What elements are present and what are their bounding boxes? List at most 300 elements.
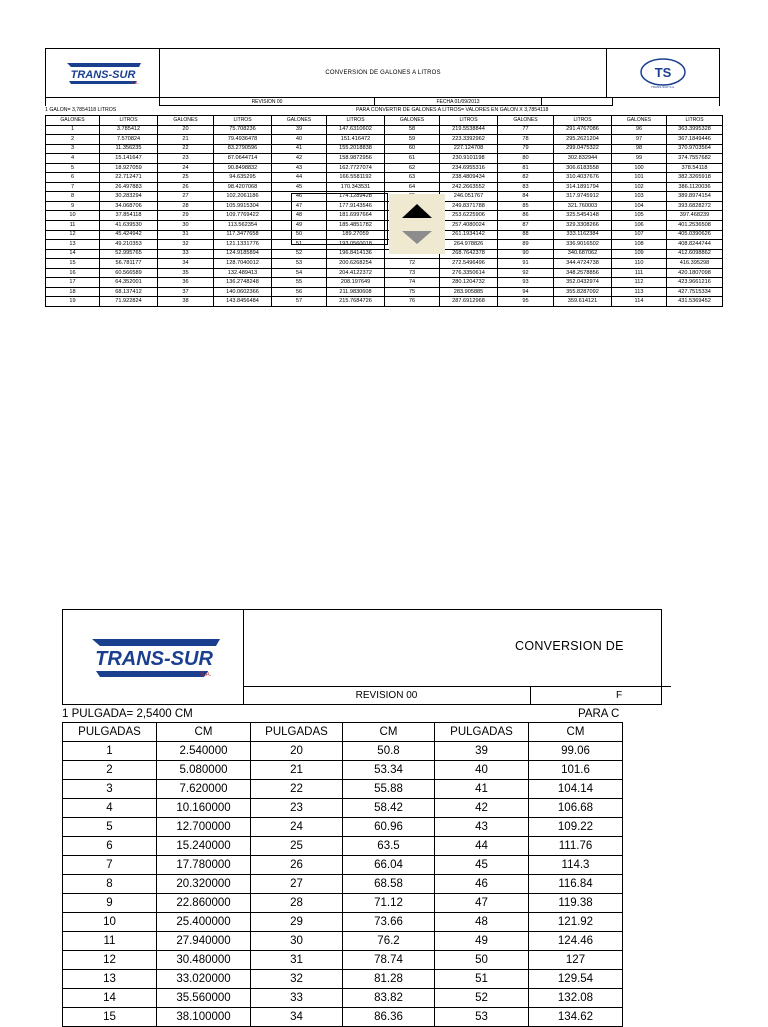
table-cell[interactable]: 83.2790596	[214, 144, 272, 154]
table-cell[interactable]: 60.566589	[100, 268, 158, 278]
table-cell[interactable]: 117.3477658	[214, 230, 272, 240]
table-cell[interactable]: 223.3392962	[440, 135, 498, 145]
table-cell[interactable]: 423.9661216	[667, 278, 723, 288]
table-cell[interactable]: 253.6225906	[440, 211, 498, 221]
table-cell[interactable]: 60.96	[343, 818, 435, 837]
table-cell[interactable]: 92	[498, 268, 554, 278]
table-cell[interactable]: 94.635295	[214, 173, 272, 183]
table-cell[interactable]: 55	[272, 278, 327, 288]
table-cell[interactable]: 333.1162384	[554, 230, 612, 240]
table-cell[interactable]: 136.2748248	[214, 278, 272, 288]
table-cell[interactable]: 25	[251, 837, 343, 856]
table-cell[interactable]: 374.7557682	[667, 154, 723, 164]
table-cell[interactable]: 15.141647	[100, 154, 158, 164]
table-cell[interactable]: 116.84	[529, 875, 623, 894]
table-cell[interactable]: 12	[46, 230, 100, 240]
table-cell[interactable]: 27	[158, 192, 214, 202]
table-cell[interactable]: 58.42	[343, 799, 435, 818]
table-cell[interactable]: 15.240000	[157, 837, 251, 856]
table-cell[interactable]: 25.400000	[157, 913, 251, 932]
table-cell[interactable]: 151.416472	[327, 135, 385, 145]
table-cell[interactable]: 40	[272, 135, 327, 145]
table-cell[interactable]: 109	[612, 249, 667, 259]
table-cell[interactable]: 24	[251, 818, 343, 837]
table-cell[interactable]: 46	[435, 875, 529, 894]
table-cell[interactable]: 52	[272, 249, 327, 259]
table-cell[interactable]: 11.356235	[100, 144, 158, 154]
table-cell[interactable]: 30.480000	[157, 951, 251, 970]
table-cell[interactable]: 83	[498, 182, 554, 192]
table-cell[interactable]: 314.1891794	[554, 182, 612, 192]
table-cell[interactable]: 98	[612, 144, 667, 154]
table-cell[interactable]: 310.4037676	[554, 173, 612, 183]
table-cell[interactable]: 336.9016502	[554, 240, 612, 250]
table-cell[interactable]: 170.343531	[327, 182, 385, 192]
table-cell[interactable]: 33	[251, 989, 343, 1008]
table-cell[interactable]: 378.54118	[667, 163, 723, 173]
table-cell[interactable]: 11	[46, 221, 100, 231]
table-cell[interactable]: 99	[612, 154, 667, 164]
table-cell[interactable]: 102	[612, 182, 667, 192]
table-cell[interactable]: 85	[498, 201, 554, 211]
table-cell[interactable]: 420.1807098	[667, 268, 723, 278]
table-cell[interactable]: 82	[498, 173, 554, 183]
table-cell[interactable]: 1	[46, 125, 100, 135]
table-cell[interactable]: 119.38	[529, 894, 623, 913]
table-cell[interactable]: 104.14	[529, 780, 623, 799]
table-cell[interactable]: 295.2621204	[554, 135, 612, 145]
arrow-up-icon[interactable]	[402, 204, 432, 218]
table-cell[interactable]: 6	[63, 837, 157, 856]
table-cell[interactable]: 51	[272, 240, 327, 250]
table-cell[interactable]: 26.497883	[100, 182, 158, 192]
table-cell[interactable]: 348.2578856	[554, 268, 612, 278]
table-cell[interactable]: 227.124708	[440, 144, 498, 154]
table-cell[interactable]: 71.922824	[100, 297, 158, 307]
table-cell[interactable]: 45	[272, 182, 327, 192]
table-cell[interactable]: 14	[63, 989, 157, 1008]
table-cell[interactable]: 57	[272, 297, 327, 307]
table-cell[interactable]: 45	[435, 856, 529, 875]
table-cell[interactable]: 34	[251, 1008, 343, 1027]
table-cell[interactable]: 29	[251, 913, 343, 932]
table-cell[interactable]: 51	[435, 970, 529, 989]
table-cell[interactable]: 7.570824	[100, 135, 158, 145]
table-cell[interactable]: 56	[272, 287, 327, 297]
table-cell[interactable]: 26	[158, 182, 214, 192]
table-cell[interactable]: 261.1934142	[440, 230, 498, 240]
table-cell[interactable]: 359.614121	[554, 297, 612, 307]
table-cell[interactable]: 9	[63, 894, 157, 913]
table-cell[interactable]: 11	[63, 932, 157, 951]
table-cell[interactable]: 50.8	[343, 742, 435, 761]
table-cell[interactable]: 21	[158, 135, 214, 145]
table-cell[interactable]: 35	[158, 268, 214, 278]
table-cell[interactable]: 20	[251, 742, 343, 761]
table-cell[interactable]: 264.978826	[440, 240, 498, 250]
table-cell[interactable]: 127	[529, 951, 623, 970]
table-cell[interactable]: 33	[158, 249, 214, 259]
table-cell[interactable]: 101.6	[529, 761, 623, 780]
table-cell[interactable]: 2	[46, 135, 100, 145]
table-cell[interactable]: 48	[435, 913, 529, 932]
table-cell[interactable]: 34	[158, 259, 214, 269]
table-cell[interactable]: 3.785412	[100, 125, 158, 135]
table-cell[interactable]: 93	[498, 278, 554, 288]
table-cell[interactable]: 367.1849446	[667, 135, 723, 145]
table-cell[interactable]: 31	[158, 230, 214, 240]
table-cell[interactable]: 5	[63, 818, 157, 837]
table-cell[interactable]: 189.27059	[327, 230, 385, 240]
table-cell[interactable]: 38.100000	[157, 1008, 251, 1027]
table-cell[interactable]: 48	[272, 211, 327, 221]
table-cell[interactable]: 87	[498, 221, 554, 231]
table-cell[interactable]: 2.540000	[157, 742, 251, 761]
table-cell[interactable]: 22	[251, 780, 343, 799]
table-cell[interactable]: 193.0560018	[327, 240, 385, 250]
table-cell[interactable]: 24	[158, 163, 214, 173]
table-cell[interactable]: 132.489413	[214, 268, 272, 278]
table-cell[interactable]: 370.9703564	[667, 144, 723, 154]
table-cell[interactable]: 35.560000	[157, 989, 251, 1008]
table-cell[interactable]: 12.700000	[157, 818, 251, 837]
table-cell[interactable]: 408.8244744	[667, 240, 723, 250]
table-cell[interactable]: 107	[612, 230, 667, 240]
table-cell[interactable]: 68.58	[343, 875, 435, 894]
table-cell[interactable]: 268.7642378	[440, 249, 498, 259]
table-cell[interactable]: 83.82	[343, 989, 435, 1008]
table-cell[interactable]: 121.1331776	[214, 240, 272, 250]
table-cell[interactable]: 101	[612, 173, 667, 183]
table-cell[interactable]: 283.905885	[440, 287, 498, 297]
table-cell[interactable]: 68.137412	[100, 287, 158, 297]
table-cell[interactable]: 63	[385, 173, 440, 183]
table-cell[interactable]: 37.854118	[100, 211, 158, 221]
table-cell[interactable]: 66.04	[343, 856, 435, 875]
table-cell[interactable]: 38	[158, 297, 214, 307]
table-cell[interactable]: 74	[385, 278, 440, 288]
table-cell[interactable]: 31	[251, 951, 343, 970]
table-cell[interactable]: 134.62	[529, 1008, 623, 1027]
table-cell[interactable]: 104	[612, 201, 667, 211]
table-cell[interactable]: 39	[435, 742, 529, 761]
table-cell[interactable]: 49	[272, 221, 327, 231]
table-cell[interactable]: 54	[272, 268, 327, 278]
table-cell[interactable]: 132.08	[529, 989, 623, 1008]
table-cell[interactable]: 246.051767	[440, 192, 498, 202]
table-cell[interactable]: 40	[435, 761, 529, 780]
table-cell[interactable]: 401.2536508	[667, 221, 723, 231]
table-cell[interactable]: 109.22	[529, 818, 623, 837]
table-cell[interactable]: 174.1289428	[327, 192, 385, 202]
table-cell[interactable]: 42	[435, 799, 529, 818]
table-cell[interactable]: 53	[435, 1008, 529, 1027]
table-cell[interactable]: 112	[612, 278, 667, 288]
table-cell[interactable]: 7.620000	[157, 780, 251, 799]
table-cell[interactable]: 355.8287092	[554, 287, 612, 297]
table-cell[interactable]: 352.0432974	[554, 278, 612, 288]
table-cell[interactable]: 64.352001	[100, 278, 158, 288]
table-cell[interactable]: 20.320000	[157, 875, 251, 894]
table-cell[interactable]: 105	[612, 211, 667, 221]
table-cell[interactable]: 42	[272, 154, 327, 164]
table-cell[interactable]: 238.4809434	[440, 173, 498, 183]
table-cell[interactable]: 26	[251, 856, 343, 875]
table-cell[interactable]: 29	[158, 211, 214, 221]
table-cell[interactable]: 106.68	[529, 799, 623, 818]
table-cell[interactable]: 56.781177	[100, 259, 158, 269]
table-cell[interactable]: 44	[272, 173, 327, 183]
table-cell[interactable]: 427.7515334	[667, 287, 723, 297]
table-cell[interactable]: 299.0475322	[554, 144, 612, 154]
table-cell[interactable]: 114	[612, 297, 667, 307]
table-cell[interactable]: 53.34	[343, 761, 435, 780]
table-cell[interactable]: 10	[46, 211, 100, 221]
table-cell[interactable]: 50	[272, 230, 327, 240]
table-cell[interactable]: 386.1120036	[667, 182, 723, 192]
table-cell[interactable]: 99.06	[529, 742, 623, 761]
table-cell[interactable]: 405.0390626	[667, 230, 723, 240]
table-cell[interactable]: 41	[272, 144, 327, 154]
table-cell[interactable]: 272.5496496	[440, 259, 498, 269]
table-cell[interactable]: 431.5369452	[667, 297, 723, 307]
table-cell[interactable]: 208.197649	[327, 278, 385, 288]
table-cell[interactable]: 41.639530	[100, 221, 158, 231]
table-cell[interactable]: 36	[158, 278, 214, 288]
table-cell[interactable]: 39	[272, 125, 327, 135]
table-cell[interactable]: 211.9830608	[327, 287, 385, 297]
table-cell[interactable]: 86.36	[343, 1008, 435, 1027]
table-cell[interactable]: 20	[158, 125, 214, 135]
table-cell[interactable]: 44	[435, 837, 529, 856]
table-cell[interactable]: 72	[385, 259, 440, 269]
table-cell[interactable]: 94	[498, 287, 554, 297]
table-cell[interactable]: 78.74	[343, 951, 435, 970]
table-cell[interactable]: 155.2018838	[327, 144, 385, 154]
table-cell[interactable]: 84	[498, 192, 554, 202]
table-cell[interactable]: 129.54	[529, 970, 623, 989]
table-cell[interactable]: 34.068706	[100, 201, 158, 211]
table-cell[interactable]: 325.5454148	[554, 211, 612, 221]
table-cell[interactable]: 105.9915304	[214, 201, 272, 211]
table-cell[interactable]: 114.3	[529, 856, 623, 875]
table-cell[interactable]: 75.708236	[214, 125, 272, 135]
table-cell[interactable]: 109.7769422	[214, 211, 272, 221]
table-cell[interactable]: 22.860000	[157, 894, 251, 913]
table-cell[interactable]: 78	[498, 135, 554, 145]
table-cell[interactable]: 103	[612, 192, 667, 202]
table-cell[interactable]: 242.2663552	[440, 182, 498, 192]
table-cell[interactable]: 49	[435, 932, 529, 951]
table-cell[interactable]: 76	[385, 297, 440, 307]
table-cell[interactable]: 4	[46, 154, 100, 164]
table-cell[interactable]: 62	[385, 163, 440, 173]
table-cell[interactable]: 382.3265918	[667, 173, 723, 183]
table-cell[interactable]: 71.12	[343, 894, 435, 913]
table-cell[interactable]: 1	[63, 742, 157, 761]
table-cell[interactable]: 3	[46, 144, 100, 154]
table-cell[interactable]: 30	[158, 221, 214, 231]
table-cell[interactable]: 33.020000	[157, 970, 251, 989]
table-cell[interactable]: 47	[435, 894, 529, 913]
table-cell[interactable]: 280.1204732	[440, 278, 498, 288]
table-cell[interactable]: 111.76	[529, 837, 623, 856]
table-cell[interactable]: 17.780000	[157, 856, 251, 875]
table-cell[interactable]: 88	[498, 230, 554, 240]
table-cell[interactable]: 91	[498, 259, 554, 269]
table-cell[interactable]: 340.687062	[554, 249, 612, 259]
table-cell[interactable]: 80	[498, 154, 554, 164]
table-cell[interactable]: 81	[498, 163, 554, 173]
table-cell[interactable]: 6	[46, 173, 100, 183]
table-cell[interactable]: 32	[158, 240, 214, 250]
table-cell[interactable]: 81.28	[343, 970, 435, 989]
table-cell[interactable]: 50	[435, 951, 529, 970]
table-cell[interactable]: 28	[158, 201, 214, 211]
table-cell[interactable]: 47	[272, 201, 327, 211]
table-cell[interactable]: 95	[498, 297, 554, 307]
table-cell[interactable]: 15	[46, 259, 100, 269]
table-cell[interactable]: 4	[63, 799, 157, 818]
table-cell[interactable]: 73	[385, 268, 440, 278]
table-cell[interactable]: 389.8974154	[667, 192, 723, 202]
table-cell[interactable]: 2	[63, 761, 157, 780]
table-cell[interactable]: 22	[158, 144, 214, 154]
table-cell[interactable]: 234.6955316	[440, 163, 498, 173]
table-cell[interactable]: 317.9745912	[554, 192, 612, 202]
table-cell[interactable]: 185.4851782	[327, 221, 385, 231]
scroll-arrows-panel[interactable]	[389, 194, 445, 254]
table-cell[interactable]: 7	[63, 856, 157, 875]
table-cell[interactable]: 204.4122372	[327, 268, 385, 278]
table-cell[interactable]: 10	[63, 913, 157, 932]
table-cell[interactable]: 140.0602366	[214, 287, 272, 297]
table-cell[interactable]: 55.88	[343, 780, 435, 799]
table-cell[interactable]: 18	[46, 287, 100, 297]
table-cell[interactable]: 64	[385, 182, 440, 192]
table-cell[interactable]: 58	[385, 125, 440, 135]
table-cell[interactable]: 111	[612, 268, 667, 278]
table-cell[interactable]: 363.3995328	[667, 125, 723, 135]
table-cell[interactable]: 113.562354	[214, 221, 272, 231]
table-cell[interactable]: 306.6183558	[554, 163, 612, 173]
table-cell[interactable]: 41	[435, 780, 529, 799]
table-cell[interactable]: 30	[251, 932, 343, 951]
table-cell[interactable]: 28	[251, 894, 343, 913]
table-cell[interactable]: 73.66	[343, 913, 435, 932]
table-cell[interactable]: 128.7040012	[214, 259, 272, 269]
table-cell[interactable]: 302.832944	[554, 154, 612, 164]
table-cell[interactable]: 90.8498832	[214, 163, 272, 173]
table-cell[interactable]: 63.5	[343, 837, 435, 856]
table-cell[interactable]: 276.3350614	[440, 268, 498, 278]
table-cell[interactable]: 61	[385, 154, 440, 164]
table-cell[interactable]: 23	[251, 799, 343, 818]
table-cell[interactable]: 397.468239	[667, 211, 723, 221]
table-cell[interactable]: 53	[272, 259, 327, 269]
table-cell[interactable]: 98.4207068	[214, 182, 272, 192]
table-cell[interactable]: 113	[612, 287, 667, 297]
table-cell[interactable]: 100	[612, 163, 667, 173]
table-cell[interactable]: 3	[63, 780, 157, 799]
table-cell[interactable]: 18.927059	[100, 163, 158, 173]
table-cell[interactable]: 257.4080024	[440, 221, 498, 231]
table-cell[interactable]: 249.8371788	[440, 201, 498, 211]
table-cell[interactable]: 37	[158, 287, 214, 297]
table-cell[interactable]: 181.6997664	[327, 211, 385, 221]
table-cell[interactable]: 147.6310602	[327, 125, 385, 135]
table-cell[interactable]: 79.4936478	[214, 135, 272, 145]
table-cell[interactable]: 22.712471	[100, 173, 158, 183]
table-cell[interactable]: 5.080000	[157, 761, 251, 780]
table-cell[interactable]: 5	[46, 163, 100, 173]
table-cell[interactable]: 124.46	[529, 932, 623, 951]
table-cell[interactable]: 102.2061186	[214, 192, 272, 202]
table-cell[interactable]: 416.395298	[667, 259, 723, 269]
table-cell[interactable]: 97	[612, 135, 667, 145]
table-cell[interactable]: 196.8414136	[327, 249, 385, 259]
table-cell[interactable]: 49.210353	[100, 240, 158, 250]
table-cell[interactable]: 230.9101198	[440, 154, 498, 164]
table-cell[interactable]: 96	[612, 125, 667, 135]
table-cell[interactable]: 90	[498, 249, 554, 259]
table-cell[interactable]: 106	[612, 221, 667, 231]
table-cell[interactable]: 15	[63, 1008, 157, 1027]
table-cell[interactable]: 200.6268254	[327, 259, 385, 269]
table-cell[interactable]: 215.7684726	[327, 297, 385, 307]
table-cell[interactable]: 412.6098862	[667, 249, 723, 259]
table-cell[interactable]: 108	[612, 240, 667, 250]
table-cell[interactable]: 76.2	[343, 932, 435, 951]
table-cell[interactable]: 121.92	[529, 913, 623, 932]
table-cell[interactable]: 9	[46, 201, 100, 211]
arrow-down-icon[interactable]	[402, 231, 432, 244]
table-cell[interactable]: 87.0644714	[214, 154, 272, 164]
table-cell[interactable]: 158.9872956	[327, 154, 385, 164]
table-cell[interactable]: 12	[63, 951, 157, 970]
table-cell[interactable]: 8	[63, 875, 157, 894]
table-cell[interactable]: 45.424942	[100, 230, 158, 240]
table-cell[interactable]: 59	[385, 135, 440, 145]
table-cell[interactable]: 110	[612, 259, 667, 269]
table-cell[interactable]: 13	[63, 970, 157, 989]
table-cell[interactable]: 14	[46, 249, 100, 259]
table-cell[interactable]: 89	[498, 240, 554, 250]
table-cell[interactable]: 52	[435, 989, 529, 1008]
table-cell[interactable]: 30.283294	[100, 192, 158, 202]
table-cell[interactable]: 32	[251, 970, 343, 989]
table-cell[interactable]: 46	[272, 192, 327, 202]
table-cell[interactable]: 393.6828272	[667, 201, 723, 211]
table-cell[interactable]: 166.5581192	[327, 173, 385, 183]
table-cell[interactable]: 60	[385, 144, 440, 154]
table-cell[interactable]: 17	[46, 278, 100, 288]
table-cell[interactable]: 19	[46, 297, 100, 307]
table-cell[interactable]: 75	[385, 287, 440, 297]
table-cell[interactable]: 23	[158, 154, 214, 164]
table-cell[interactable]: 16	[46, 268, 100, 278]
table-cell[interactable]: 7	[46, 182, 100, 192]
table-cell[interactable]: 124.9185894	[214, 249, 272, 259]
table-cell[interactable]: 10.160000	[157, 799, 251, 818]
table-cell[interactable]: 143.8456484	[214, 297, 272, 307]
table-cell[interactable]: 77	[498, 125, 554, 135]
table-cell[interactable]: 21	[251, 761, 343, 780]
table-cell[interactable]: 86	[498, 211, 554, 221]
table-cell[interactable]: 344.4724738	[554, 259, 612, 269]
table-cell[interactable]: 287.6912968	[440, 297, 498, 307]
table-cell[interactable]: 177.9143546	[327, 201, 385, 211]
